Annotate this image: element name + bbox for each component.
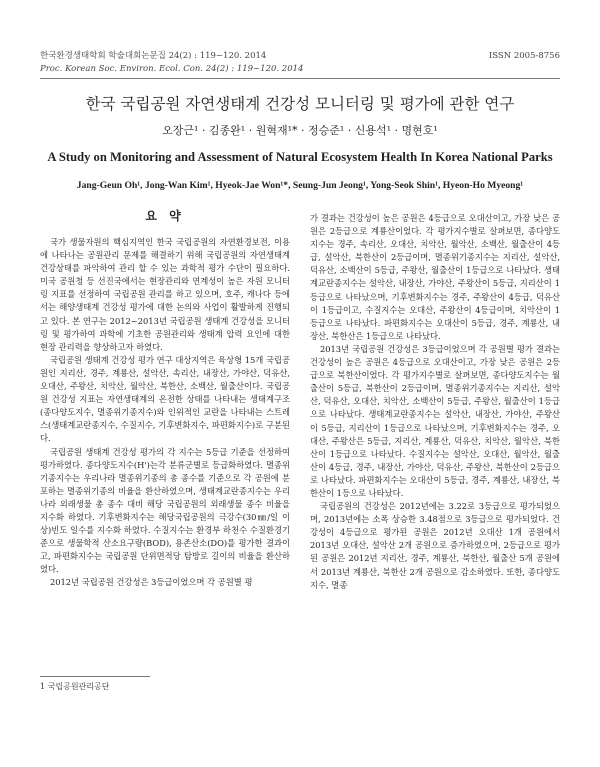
footnote-rule	[40, 676, 150, 677]
paragraph: 2012년 국립공원 건강성은 3등급이었으며 각 공원별 평	[49, 577, 253, 588]
paragraph: 국립공원 생태계 건강성 평가 연구 대상지역은 육상형 15개 국립공원인 지리산, 경주, 계룡산, 설악산, 속리산, 내장산, 가야산, 덕유산, 오대산, 주왕산, 치악산, 월악산, 북한산, 소백산, 월출산이다. 국립공원 건강성 지표는 자연생태계의 온전한 상태를 나타내는 생태계구조(종다양도지수, 멸종위기종지수)와 인위적인 교란을 나타내는 스트레스(생태계교란종지수, 수질지수, 기후변화지수, 파편화지수)로 구분된다.	[40, 354, 290, 444]
title-korean: 한국 국립공원 자연생태계 건강성 모니터링 및 평가에 관한 연구	[85, 95, 515, 113]
journal-citation-ko: 한국환경생태학회 학술대회논문집 24(2) : 119~120. 2014	[40, 51, 267, 61]
authors-english: Jang-Geun Oh¹, Jong-Wan Kim¹, Hyeok-Jae Won¹*, Seung-Jun Jeong¹, Yong-Seok Shin¹, Hyeon-Ho Myeong¹	[76, 180, 524, 191]
title-english: A Study on Monitoring and Assessment of Natural Ecosystem Health In Korea National Parks	[47, 150, 553, 164]
paragraph: 가 결과는 건강성이 높은 공원은 4등급으로 오대산이고, 가장 낮은 공원은 2등급으로 계룡산이었다. 각 평가지수별로 살펴보면, 종다양도지수는 경주, 속리산, 오대산, 치악산, 월악산, 소백산, 월출산이 4등급, 설악산, 북한산이 2등급이며, 멸종위기종지수는 지리산, 설악산, 덕유산, 소백산이 5등급, 주왕산, 월출산이 1등급으로 나타났다. 생태계교란종지수는 설악산, 내장산, 가야산, 주왕산이 5등급, 지리산이 1등급으로 나타났으며, 기후변화지수는 경주, 주왕산이 4등급, 덕유산이 1등급이고, 수질지수는 오대산, 주왕산이 4등급이며, 치악산이 1등급으로 나타났다. 파편화지수는 오대산이 5등급, 경주, 계룡산, 내장산, 북한산은 1등급으로 나타났다.	[310, 213, 560, 341]
journal-citation-en: Proc. Korean Soc. Environ. Ecol. Con. 24(2) : 119~120. 2014	[40, 64, 304, 74]
issn: ISSN 2005-8756	[488, 51, 560, 61]
abstract-heading: 요 약	[145, 209, 185, 223]
paragraph: 2013년 국립공원 건강성은 3등급이었으며 각 공원별 평가 결과는 건강성이 높은 공원은 4등급으로 오대산이고, 가장 낮은 공원은 2등급으로 북한산이었다. 각 평가지수별로 살펴보면, 종다양도지수는 월출산이 5등급, 북한산이 2등급이며, 멸종위기종지수는 지리산, 설악산, 덕유산, 오대산, 치악산, 소백산이 5등급, 주왕산, 월출산이 1등급으로 나타났다. 생태계교란종지수는 설악산, 내장산, 가야산, 주왕산이 5등급, 지리산이 1등급으로 나타났으며, 기후변화지수는 경주, 오대산, 주왕산은 5등급, 지리산, 계룡산, 덕유산, 치악산, 월악산, 북한산이 1등급으로 나타났다. 수질지수는 설악산, 오대산, 월악산, 월출산이 4등급, 경주, 내장산, 가야산, 덕유산, 주왕산, 북한산이 2등급으로 나타났다. 파편화지수는 오대산이 5등급, 경주, 계룡산, 내장산, 북한산이 1등으로 나타났다.	[310, 343, 560, 498]
header-rule	[40, 78, 560, 79]
right-column	[310, 212, 560, 592]
journal-header	[40, 50, 560, 76]
left-column	[40, 236, 290, 590]
paragraph: 국립공원의 건강성은 2012년에는 3.22로 3등급으로 평가되었으며, 2013년에는 소폭 상승한 3.48점으로 3등급으로 평가되었다. 건강성이 4등급으로 평가된 공원은 2012년 오대산 1개 공원에서 2013년 오대산, 설악산 2개 공원으로 증가하였으며, 2등급으로 평가된 공원은 2012년 지리산, 경주, 계룡산, 북한산, 월출산 5개 공원에서 2013년 계룡산, 북한산 2개 공원으로 감소하였다. 또한, 종다양도지수, 멸종	[310, 501, 560, 590]
authors-korean: 오장근¹ · 김종완¹ · 원혁재¹* · 정승준¹ · 신용석¹ · 명현호¹	[162, 124, 438, 137]
paragraph: 국립공원 생태계 건강성 평가의 각 지수는 5등급 기준을 선정하여 평가하였다. 종다양도지수(H')는각 분류군별로 등급화하였다. 멸종위기종지수는 우리나라 멸종위기종의 총 종수를 기준으로 각 공원에 분포하는 멸종위기종의 비율을 환산하였으며, 생태계교란종지수는 우리나라 외래생물 총 종수 대비 해당 국립공원의 외래생물 종수 비율을 지수화 하였다. 기후변화지수는 해당국립공원의 극강수(30㎜/일 이상)빈도 일수를 지수화 하였다. 수질지수는 환경부 하천수 수질환경기준으로 생물학적 산소요구량(BOD), 용존산소(DO)를 평가한 결과이고, 파편화지수는 국립공원 단위면적당 탐방로 길이의 비율을 환산하였다.	[40, 446, 290, 575]
footnote-affiliation: 1 국립공원관리공단	[40, 682, 110, 691]
paragraph: 국가 생물자원의 핵심지역인 한국 국립공원의 자연환경보전, 이용에 나타나는 공원관리 문제를 해결하기 위해 국립공원의 자연생태계 건강상태를 파악하여 관리 할 수 있는 과학적 평가 수단이 필요하다. 미국 공원청 등 선진국에서는 현장관리와 연계성이 높은 자원 모니터링 지표를 선정하여 국립공원 관리를 하고 있으며, 호주, 캐나다 등에서는 해양생태계 건강성 평가에 대한 논의와 사업이 활발하게 진행되고 있다. 본 연구는 2012~2013년 국립공원 생태계 건강성을 모니터링 및 평가하여 과학에 기초한 공원관리와 생태계 압력 요인에 대한 현장 관리력을 향상하고자 하였다.	[40, 237, 290, 352]
